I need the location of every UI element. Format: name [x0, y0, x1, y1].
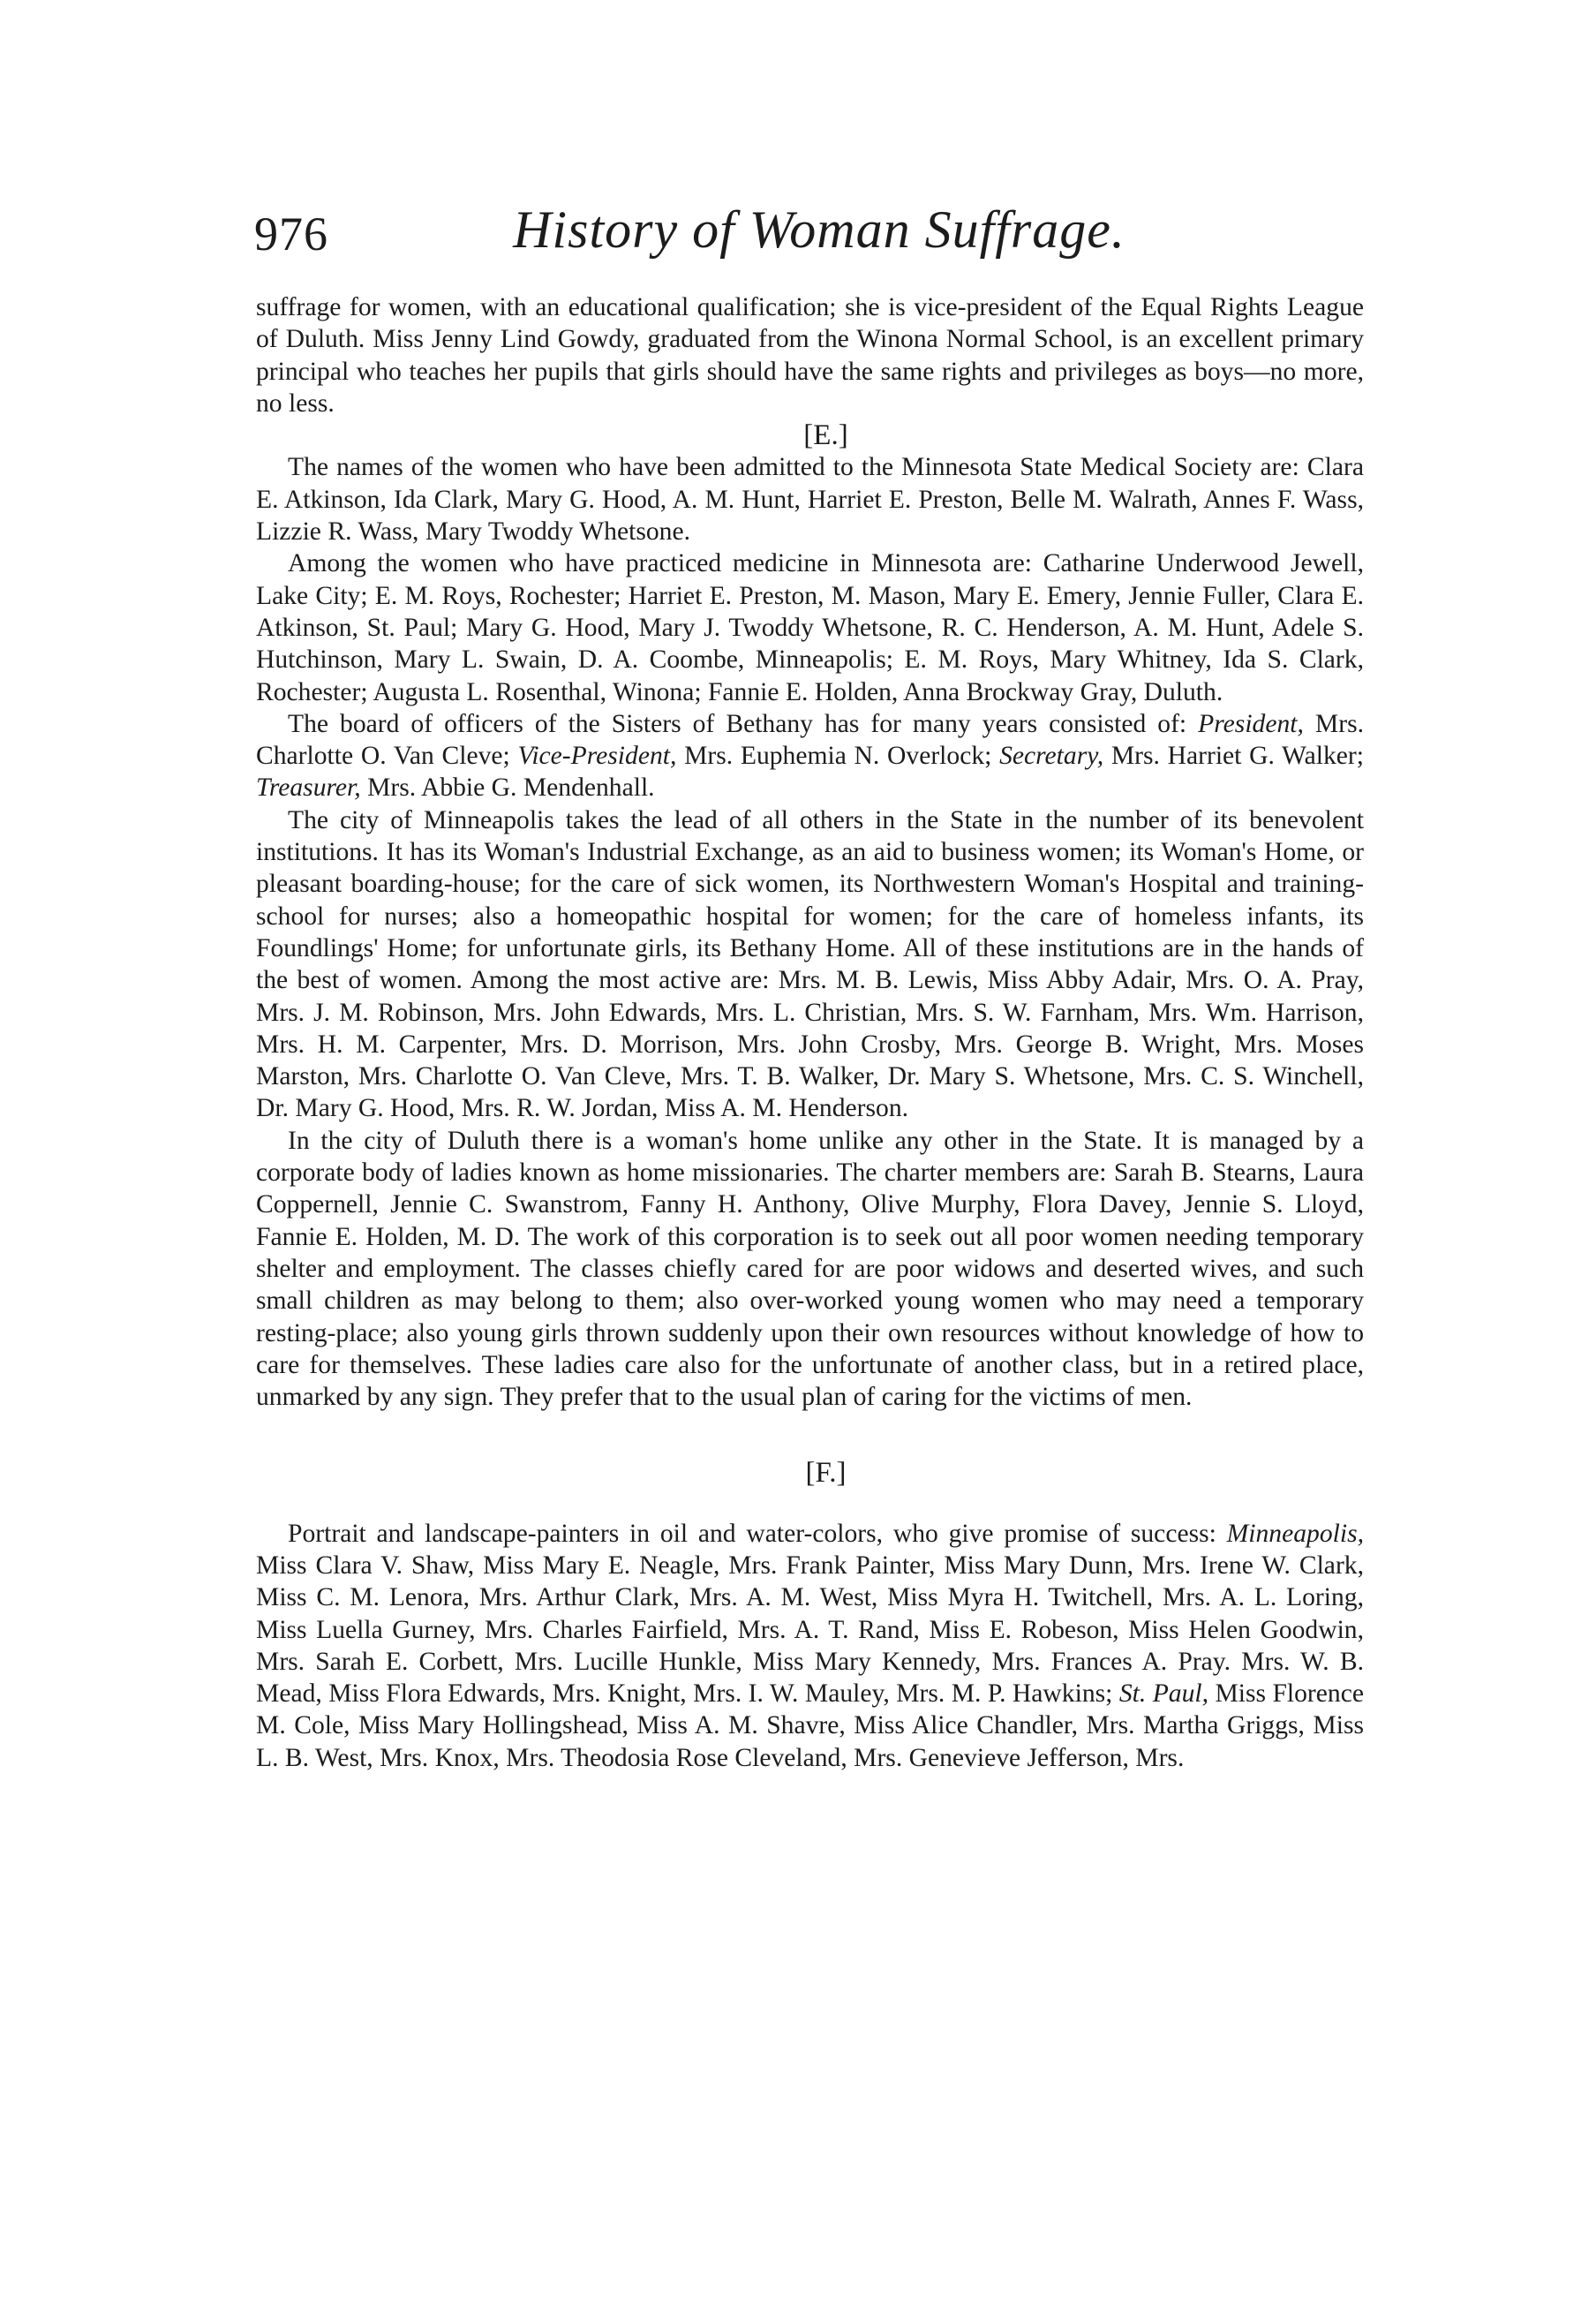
vice-president-label: Vice-President,: [517, 742, 677, 771]
president-label: President,: [1198, 709, 1304, 738]
president-name: Mrs. Charlotte O. Van Cleve;: [256, 709, 1364, 771]
secretary-name: Mrs. Harriet G. Walker;: [1110, 742, 1364, 771]
paragraph-minneapolis-institutions: The city of Minneapolis takes the lead of all others in the State in the number of its benevolent institutions. It has its Woman's Industrial Exchange, as an aid to business women; its Woman's Home, or pleasant boarding-house; for the care of sick women, its Northwestern Woman's Hospital and training-school for nurses; also a homeopathic hospital for women; for the care of homeless infants, its Foundlings' Home; for unfortunate girls, its Bethany Home. All of these institutions are in the hands of the best of women. Among the most active are: Mrs. M. B. Lewis, Miss Abby Adair, Mrs. O. A. Pray, Mrs. J. M. Robinson, Mrs. John Edwards, Mrs. L. Christian, Mrs. S. W. Farnham, Mrs. Wm. Harrison, Mrs. H. M. Carpenter, Mrs. D. Morrison, Mrs. John Crosby, Mrs. George B. Wright, Mrs. Moses Marston, Mrs. Charlotte O. Van Cleve, Mrs. T. B. Walker, Dr. Mary S. Whetsone, Mrs. C. S. Winchell, Dr. Mary G. Hood, Mrs. R. W. Jordan, Miss A. M. Henderson.: [256, 805, 1364, 1123]
minneapolis-painters: Miss Clara V. Shaw, Miss Mary E. Neagle, Mrs. Frank Painter, Miss Mary Dunn, Mrs. Irene W. Clark, Miss C. M. Lenora, Mrs. Arthur Clark, Mrs. A. M. West, Miss Myra H. Twitchell, Mrs. A. L. Loring, Miss Luella Gurney, Mrs. Charles Fairfield, Mrs. A. T. Rand, Miss E. Robeson, Miss Helen Goodwin, Mrs. Sarah E. Corbett, Mrs. Lucille Hunkle, Miss Mary Kennedy, Mrs. Frances A. Pray. Mrs. W. B. Mead, Miss Flora Edwards, Mrs. Knight, Mrs. I. W. Mauley, Mrs. M. P. Hawkins;: [256, 1551, 1364, 1709]
page-header: [254, 200, 1384, 270]
secretary-label: Secretary,: [999, 742, 1104, 771]
bethany-intro: The board of officers of the Sisters of Bethany has for many years consisted of:: [288, 709, 1187, 738]
painters-intro: Portrait and landscape-painters in oil and water-colors, who give promise of success:: [288, 1519, 1216, 1548]
paragraph-painters: [256, 1518, 1364, 1774]
continuation-paragraph: suffrage for women, with an educational qualification; she is vice-president of the Equal Rights League of Duluth. Miss Jenny Lind Gowdy, graduated from the Winona Normal School, is an excellent primary principal who teaches her pupils that girls should have the same rights and privileges as boys—no more, no less.: [256, 293, 1364, 418]
running-title: History of Woman Suffrage.: [513, 200, 1125, 259]
city-minneapolis: Minneapolis,: [1226, 1519, 1364, 1548]
paragraph-duluth-home: In the city of Duluth there is a woman's home unlike any other in the State. It is managed by a corporate body of ladies known as home missionaries. The charter members are: Sarah B. Stearns, Laura Coppernell, Jennie C. Swanstrom, Fanny H. Anthony, Olive Murphy, Flora Davey, Jennie S. Lloyd, Fannie E. Holden, M. D. The work of this corporation is to seek out all poor women needing temporary shelter and employment. The classes chiefly cared for are poor widows and deserted wives, and such small children as may belong to them; also over-worked young women who may need a temporary resting-place; also young girls thrown suddenly upon their own resources without knowledge of how to care for themselves. These ladies care also for the unfortunate of another class, but in a retired place, unmarked by any sign. They prefer that to the usual plan of caring for the victims of men.: [256, 1126, 1364, 1412]
st-paul-painters: Miss Florence M. Cole, Miss Mary Hollingshead, Miss A. M. Shavre, Miss Alice Chandler, Mrs. Martha Griggs, Miss L. B. West, Mrs. Knox, Mrs. Theodosia Rose Cleveland, Mrs. Genevieve Jefferson, Mrs.: [256, 1679, 1364, 1772]
paragraph-medical-society: The names of the women who have been admitted to the Minnesota State Medical Society are: Clara E. Atkinson, Ida Clark, Mary G. Hood, A. M. Hunt, Harriet E. Preston, Belle M. Walrath, Annes F. Wass, Lizzie R. Wass, Mary Twoddy Whetsone.: [256, 453, 1364, 547]
city-st-paul: St. Paul,: [1118, 1679, 1208, 1709]
section-heading-e: [E.]: [803, 419, 848, 452]
paragraph-sisters-of-bethany: [256, 708, 1364, 804]
page-number: 976: [254, 208, 328, 260]
treasurer-name: Mrs. Abbie G. Mendenhall.: [367, 773, 655, 803]
section-heading-f: [F.]: [805, 1457, 847, 1490]
paragraph-physicians: Among the women who have practiced medicine in Minnesota are: Catharine Underwood Jewell, Lake City; E. M. Roys, Rochester; Harriet E. Preston, M. Mason, Mary E. Emery, Jennie Fuller, Clara E. Atkinson, St. Paul; Mary G. Hood, Mary J. Twoddy Whetsone, R. C. Henderson, A. M. Hunt, Adele S. Hutchinson, Mary L. Swain, D. A. Coombe, Minneapolis; E. M. Roys, Mary Whitney, Ida S. Clark, Rochester; Augusta L. Rosenthal, Winona; Fannie E. Holden, Anna Brockway Gray, Duluth.: [256, 549, 1364, 706]
treasurer-label: Treasurer,: [256, 773, 361, 803]
page-body: [256, 291, 1364, 1774]
vice-president-name: Mrs. Euphemia N. Overlock;: [684, 742, 992, 771]
